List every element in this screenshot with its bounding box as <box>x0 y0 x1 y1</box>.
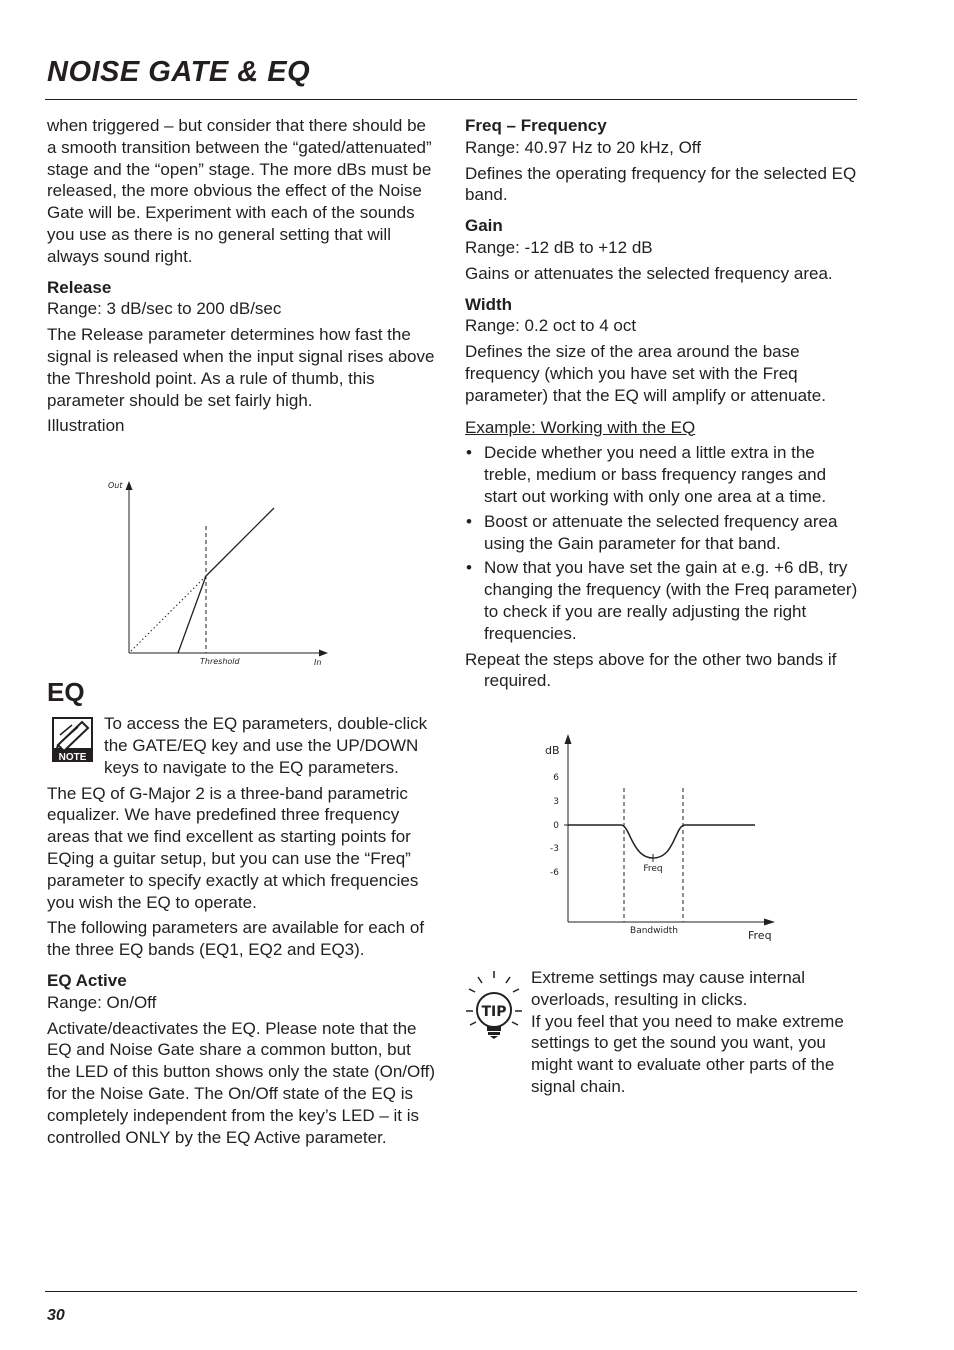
list-item: • Decide whether you need a little extra in the treble, medium or bass frequency ranges and start out working with only one area at a time. <box>465 442 860 507</box>
eq-tick-3: 3 <box>553 797 559 807</box>
footer-rule <box>45 1291 857 1292</box>
tip-badge: TIP <box>481 1004 507 1020</box>
eq-x-label: Freq <box>748 929 772 942</box>
eq-bandwidth-label: Bandwidth <box>630 926 678 936</box>
eq-x-arrow <box>764 919 775 926</box>
lightbulb-icon <box>465 969 523 1039</box>
illustration-label: Illustration <box>47 416 125 436</box>
freq-section <box>465 115 860 206</box>
example-bullets <box>465 442 860 644</box>
gate-diagram <box>100 476 340 676</box>
eq-tick-minus3: -3 <box>550 844 559 854</box>
eq-active-title: EQ Active <box>47 970 127 990</box>
eq-y-arrow <box>565 734 572 744</box>
page-number: 30 <box>47 1307 65 1324</box>
width-range: Range: 0.2 oct to 4 oct <box>465 316 637 336</box>
eq-tick-6: 6 <box>553 773 559 783</box>
width-section <box>465 294 860 407</box>
tip-block <box>465 967 860 1098</box>
unity-line <box>131 576 206 651</box>
eq-tick-minus6: -6 <box>550 868 559 878</box>
eq-active-range: Range: On/Off <box>47 992 157 1012</box>
release-description: The Release parameter determines how fast the signal is released when the input signal rises above the Threshold point. As a rule of thumb, this parameter should be set fairly high. <box>47 325 435 410</box>
note-icon <box>52 717 94 762</box>
eq-heading: EQ <box>47 677 85 708</box>
page-title: NOISE GATE & EQ <box>47 56 311 88</box>
eq-db-label: dB <box>545 744 560 757</box>
eq-section <box>47 677 439 961</box>
tip-text-2: If you feel that you need to make extreme settings to get the sound you want, you might want to evaluate other parts of the signal chain. <box>531 1011 844 1096</box>
list-item: • Boost or attenuate the selected frequency area using the Gain parameter for that band. <box>465 511 860 555</box>
eq-paragraph-2: The following parameters are available for each of the three EQ bands (EQ1, EQ2 and EQ3). <box>47 918 425 960</box>
gate-in-label: In <box>314 658 322 667</box>
eq-paragraph-1: The EQ of G-Major 2 is a three-band parametric equalizer. We have predefined three frequency areas that we find excellent as starting points for EQing a guitar setup, but you can use the “Freq” parameter to specify exactly at which frequencies you wish the EQ to operate. <box>47 783 419 912</box>
gate-open-curve <box>206 508 274 576</box>
gain-title: Gain <box>465 216 503 236</box>
gate-out-label: Out <box>108 481 123 490</box>
release-title: Release <box>47 277 112 297</box>
example-title: Example: Working with the EQ <box>465 417 696 437</box>
note-badge: NOTE <box>58 752 87 763</box>
gate-threshold-label: Threshold <box>200 657 240 666</box>
eq-curve <box>568 825 755 858</box>
gate-x-arrow <box>319 650 328 657</box>
gate-y-arrow <box>126 481 133 490</box>
freq-range: Range: 40.97 Hz to 20 kHz, Off <box>465 137 701 157</box>
gate-curve <box>178 576 206 653</box>
width-title: Width <box>465 294 513 314</box>
release-section <box>47 277 439 438</box>
release-range: Range: 3 dB/sec to 200 dB/sec <box>47 299 282 319</box>
eq-diagram <box>535 730 785 948</box>
note-block <box>47 713 439 778</box>
width-description: Defines the size of the area around the base frequency (which you have set with the Freq parameter) that the EQ will amplify or attenuate. <box>465 342 826 405</box>
intro-paragraph: when triggered – but consider that there should be a smooth transition between the “gated/attenuated” stage and the “open” stage. The more dBs must be released, the more obvious the effect of the Noise Gate will be. Experiment with each of the sounds you use as there is no general setting that will always sound right. <box>47 116 432 266</box>
header-rule <box>45 99 857 100</box>
eq-active-description: Activate/deactivates the EQ. Please note that the EQ and Noise Gate share a common button, but the LED of this button shows only the state (On/Off) for the Noise Gate. The On/Off state of the EQ is completely independent from the key’s LED – it is controlled ONLY by the EQ Active parameter. <box>47 1018 436 1147</box>
freq-description: Defines the operating frequency for the selected EQ band. <box>465 163 857 205</box>
right-column <box>465 115 860 696</box>
gain-section <box>465 215 860 284</box>
freq-title: Freq – Frequency <box>465 116 607 135</box>
note-text: To access the EQ parameters, double-click the GATE/EQ key and use the UP/DOWN keys to navigate to the EQ parameters. <box>104 714 428 777</box>
gain-description: Gains or attenuates the selected frequency area. <box>465 263 833 283</box>
eq-tick-0: 0 <box>553 821 559 831</box>
tip-text-1: Extreme settings may cause internal overloads, resulting in clicks. <box>531 968 806 1009</box>
repeat-paragraph: Repeat the steps above for the other two bands if required. <box>465 649 837 691</box>
eq-freq-point-label: Freq <box>643 864 663 874</box>
list-item: • Now that you have set the gain at e.g. +6 dB, try changing the frequency (with the Freq parameter) to check if you are really adjusting the right frequencies. <box>465 557 860 644</box>
eq-active-section <box>47 970 439 1148</box>
gain-range: Range: -12 dB to +12 dB <box>465 237 653 257</box>
